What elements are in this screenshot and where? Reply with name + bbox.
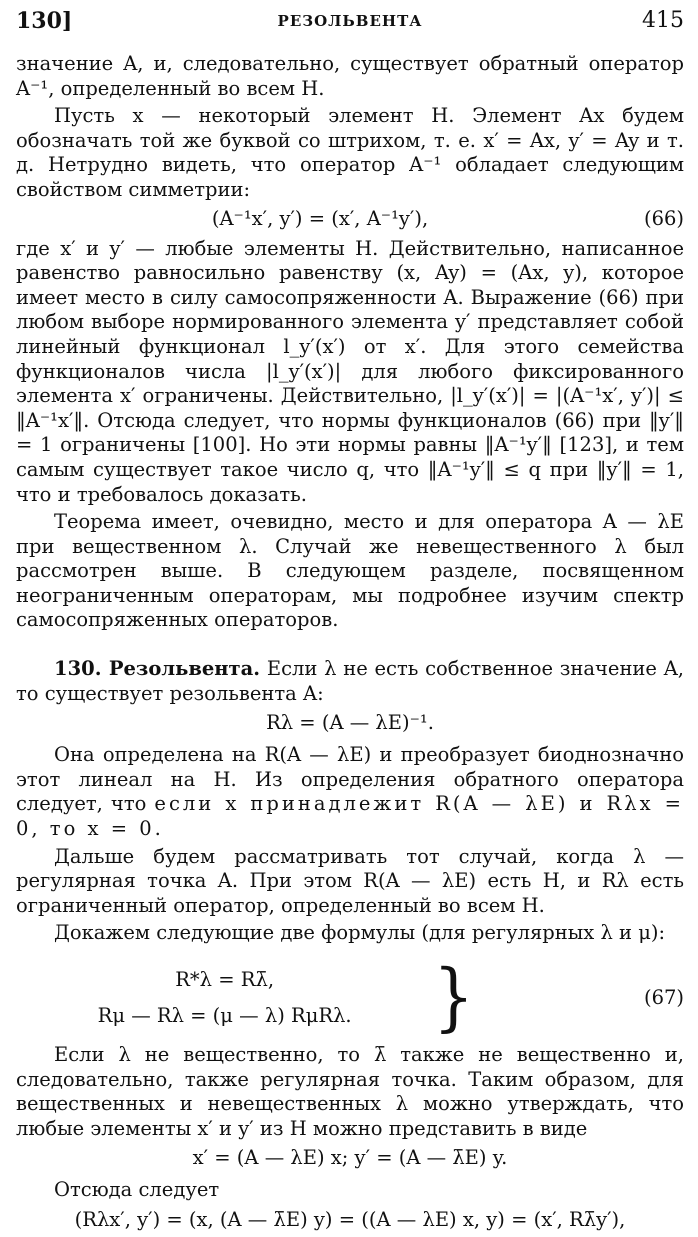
page-body [16,52,684,1237]
section-title: 130. Резольвента. [54,657,261,681]
paragraph-10: Отсюда следует [54,1178,220,1202]
paragraph-2: Пусть x — некоторый элемент H. Элемент Ax будем обозначать той же буквой со штрихом, т. е. x′ = Ax, y′ = Ay и т. д. Нетрудно видеть, что оператор A⁻¹ обладает следующим свойством симметрии: [16,104,684,201]
right-brace: } [433,955,474,1041]
equation-resolvent-formula: Rλ = (A — λE)⁻¹. [266,710,434,734]
equation-representation-formula: x′ = (A — λE) x; y′ = (A — λ̄E) y. [192,1146,508,1170]
page-number: 415 [642,8,684,33]
paragraph-4: Теорема имеет, очевидно, место и для оператора A — λE при вещественном λ. Случай же невещественного λ был рассмотрен выше. В следующем разделе, посвященном неограниченным операторам, мы подробнее изучим спектр самосопряженных операторов. [16,510,684,632]
equation-last-formula: (Rλx′, y′) = (x, (A — λ̄E) y) = ((A — λE) x, y) = (x′, Rλ̄y′), [74,1207,626,1231]
equation-66-number: (66) [643,207,684,231]
equation-representation [16,1141,684,1175]
paragraph-3: где x′ и y′ — любые элементы H. Действительно, написанное равенство равносильно равенству (x, Ay) = (Ax, y), которое имеет место в силу самосопряженности A. Выражение (66) при любом выборе нормированного элемента y′ представляет собой линейный функционал l_y′(x′) от x′. Для этого семейства функционалов числа |l_y′(x′)| для любого фиксированного элемента x′ ограничены. Действительно, |l_y′(x′)| = |(A⁻¹x′, y′)| ≤ ‖A⁻¹x′‖. Отсюда следует, что нормы функционалов (66) при ‖y′‖ = 1 ограничены [100]. Но эти нормы равны ‖A⁻¹y′‖ [123], и тем самым существует такое число q, что ‖A⁻¹y′‖ ≤ q при ‖y′‖ = 1, что и требовалось доказать. [16,236,684,506]
equation-67-number: (67) [643,985,684,1009]
paragraph-9: Если λ не вещественно, то λ̄ также не вещественно и, следовательно, также регулярная точка. Таким образом, для вещественных и невещественных λ можно утверждать, что любые элементы x′ и y′ из H можно представить в виде [16,1043,684,1140]
equation-67-line-1: R*λ = Rλ̄, [175,968,275,991]
section-130-intro [16,657,684,706]
equation-67 [16,956,684,1040]
paragraph-6-a: Она определена на R(A — λE) и преобразует биоднозначно этот линеал на H. Из определения обратного оператора следует, что [16,743,684,816]
equation-66-formula: (A⁻¹x′, y′) = (x′, A⁻¹y′), [211,207,429,231]
equation-67-lines [16,962,433,1034]
running-title: РЕЗОЛЬВЕНТА [277,12,423,30]
paragraph-7: Дальше будем рассматривать тот случай, когда λ — регулярная точка A. При этом R(A — λE) есть H, и Rλ есть ограниченный оператор, определенный во всем H. [16,844,684,917]
equation-66 [16,203,684,237]
page-header [16,8,684,36]
equation-resolvent [16,706,684,740]
paragraph-1: значение A, и, следовательно, существует обратный оператор A⁻¹, определенный во всем H. [16,52,684,100]
paragraph-6 [16,743,684,841]
paragraph-8: Докажем следующие две формулы (для регулярных λ и μ): [54,921,666,945]
paragraph-5: Если λ не есть собственное значение A, то существует резольвента A: [16,657,684,705]
equation-67-line-2: Rμ — Rλ = (μ — λ) RμRλ. [97,1004,352,1027]
equation-last [16,1203,684,1237]
section-number: 130] [16,8,73,34]
paragraph-6-emphasis: если x принадлежит R(A — λE) и Rλx = 0, то x = 0. [16,792,684,841]
